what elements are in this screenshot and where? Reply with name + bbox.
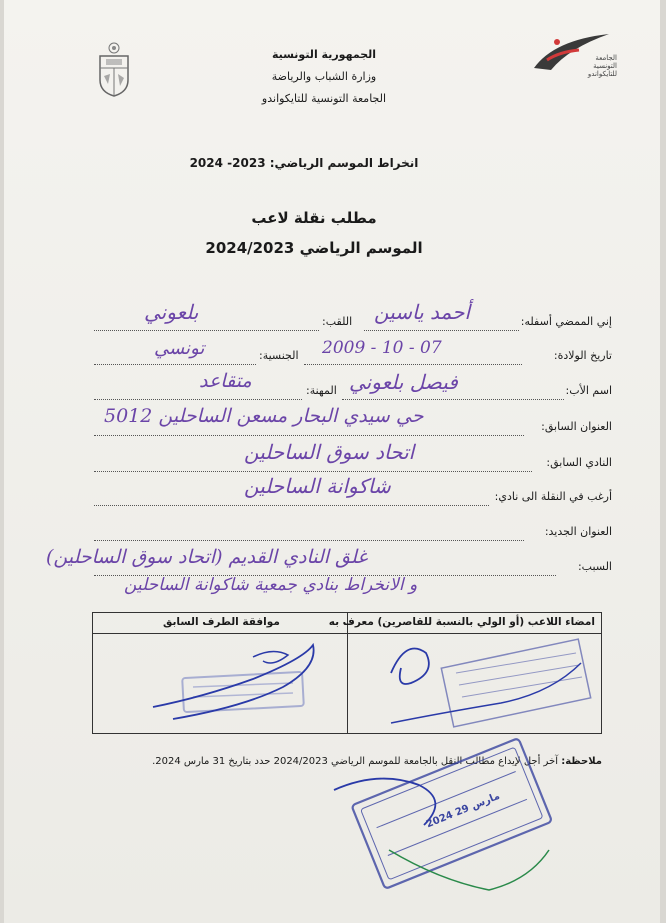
new-address-label: العنوان الجديد: xyxy=(544,525,612,538)
surname-value: بلعوني xyxy=(144,300,199,324)
federation-logo xyxy=(529,30,619,80)
logo-text-line-3: للتايكواندو xyxy=(587,70,617,78)
tunisia-emblem-icon xyxy=(94,40,134,100)
form-subtitle: الموسم الرياضي 2024/2023 xyxy=(205,239,423,257)
form-title: مطلب نقلة لاعب xyxy=(251,209,377,227)
dob-value: 2009 - 10 - 07 xyxy=(322,338,442,358)
father-dots xyxy=(342,398,564,400)
signer-value: أحمد ياسين xyxy=(374,300,471,324)
note-text: آخر أجل لإيداع مطالب النقل بالجامعة للموسم الرياضي 2024/2023 حدد بتاريخ 31 مارس 2024. xyxy=(152,756,559,767)
document-page xyxy=(4,0,660,923)
signer-label: إني الممضي أسفله: xyxy=(520,315,612,328)
reason-line-1: غلق النادي القديم (اتحاد سوق الساحلين) xyxy=(46,546,368,568)
old-address-dots xyxy=(94,434,524,436)
new-club-value: شاكوانة الساحلين xyxy=(244,474,391,498)
new-club-dots xyxy=(94,504,489,506)
federation-name: الجامعة التونسية للتايكواندو xyxy=(261,92,387,105)
previous-party-approval-header: موافقة الطرف السابق xyxy=(163,616,280,628)
job-value: متقاعد xyxy=(199,370,252,392)
player-signature-icon xyxy=(351,633,599,731)
dob-dots xyxy=(304,363,522,365)
government-header xyxy=(254,44,394,110)
nationality-label: الجنسية: xyxy=(259,349,299,362)
old-club-value: اتحاد سوق الساحلين xyxy=(244,440,415,464)
signer-dots xyxy=(364,329,519,331)
old-address-value: حي سيدي البحار مسعن الساحلين 5012 xyxy=(104,405,424,427)
signature-table-divider xyxy=(347,613,348,733)
previous-club-signature-icon xyxy=(113,637,343,729)
nationality-value: تونسي xyxy=(154,338,205,359)
surname-dots xyxy=(94,329,319,331)
reason-label: السبب: xyxy=(577,560,612,573)
logo-text-line-2: التونسية xyxy=(593,62,617,70)
nationality-dots xyxy=(94,363,256,365)
surname-label: اللقب: xyxy=(322,315,353,328)
father-label: اسم الأب: xyxy=(565,384,612,397)
new-club-label: أرغب في النقلة الى نادي: xyxy=(494,490,612,503)
old-club-label: النادي السابق: xyxy=(546,456,612,469)
job-dots xyxy=(94,398,302,400)
note-label: ملاحظة: xyxy=(561,756,602,767)
father-value: فيصل بلعوني xyxy=(349,370,458,394)
job-label: المهنة: xyxy=(306,384,337,397)
republic-name: الجمهورية التونسية xyxy=(271,48,377,61)
logo-text-line-1: الجامعة xyxy=(595,54,617,62)
dob-label: تاريخ الولادة: xyxy=(553,349,612,362)
old-club-dots xyxy=(94,470,532,472)
reason-line-2: و الانخراط بنادي جمعية شاكوانة الساحلين xyxy=(124,575,418,595)
season-line: انخراط الموسم الرياضي: 2023- 2024 xyxy=(189,156,419,170)
new-address-dots xyxy=(94,539,524,541)
old-address-label: العنوان السابق: xyxy=(541,420,612,433)
stamp-date: 2024 مارس 29 xyxy=(424,790,502,831)
signature-table xyxy=(92,612,602,734)
player-signature-header: امضاء اللاعب (أو الولي بالنسبة للقاصرين) معرف به xyxy=(328,616,595,628)
ministry-name: وزارة الشباب والرياضة xyxy=(271,70,377,83)
